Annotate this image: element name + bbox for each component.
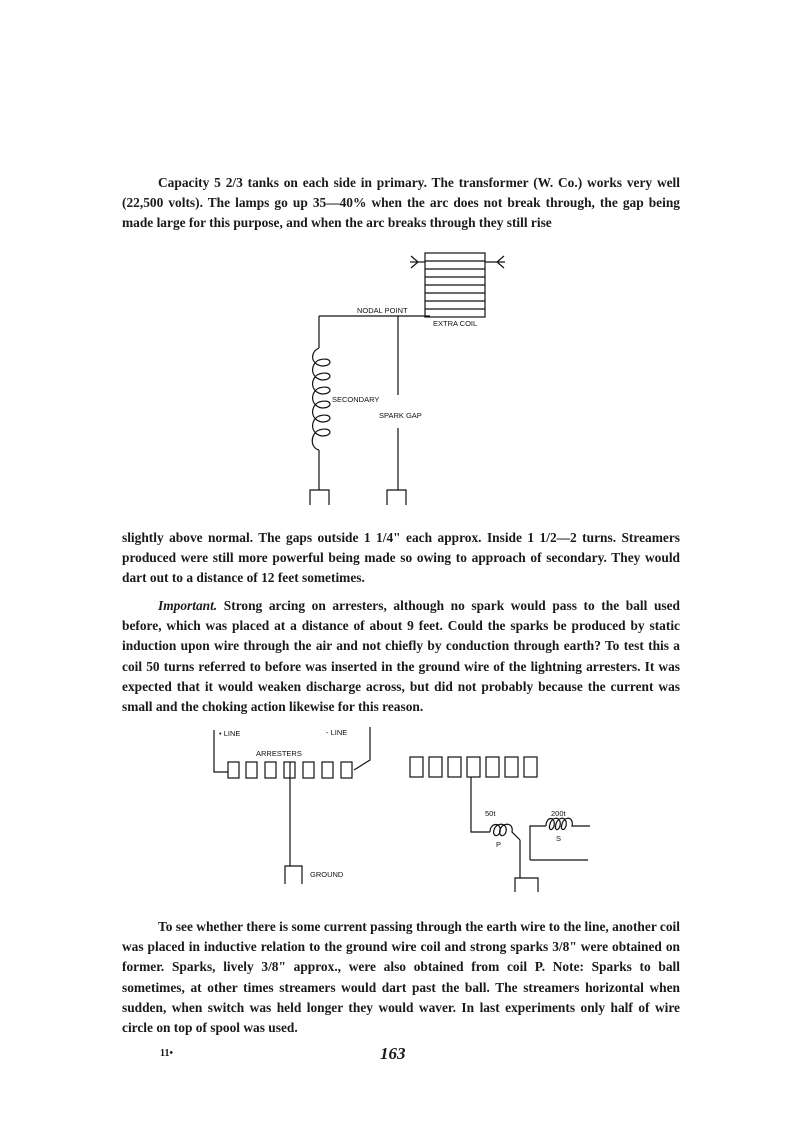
label-coil-s-turns: 200t [551, 809, 566, 818]
page-number: 163 [380, 1044, 406, 1063]
arrester-r3 [448, 757, 461, 777]
paragraph-streamers: slightly above normal. The gaps outside 1 1/4" each approx. Inside 1 1/2—2 turns. Streamers produced were still more powerful being made so owing to approach of secondary. They would dart out to a distance of 12 feet sometimes. [122, 530, 680, 586]
line-wire-right [354, 727, 370, 770]
ground-symbol-right [515, 878, 538, 892]
signature-mark: 11• [160, 1048, 173, 1059]
arrester-r6 [505, 757, 518, 777]
paragraph-earth-wire: To see whether there is some current passing through the earth wire to the line, another coil was placed in inductive relation to the ground wire coil and strong sparks 3/8" were obtained on former. Sparks, lively 3/8" approx., were also obtained from coil P. Note: Sparks to ball sometimes, at other times streamers would dart past the ball. The streamers horizontal when sudden, when switch was held longer they would waver. In last experiments only half of wire circle on top of spool was used. [122, 919, 680, 1036]
label-arresters: ARRESTERS [256, 749, 302, 758]
arrester-r7 [524, 757, 537, 777]
arrester-3 [265, 762, 276, 778]
label-secondary: SECONDARY [332, 395, 380, 404]
arrester-r1 [410, 757, 423, 777]
wire-to-coil-s [530, 826, 546, 860]
wire-to-coil-p [471, 777, 490, 832]
label-extra-coil: EXTRA COIL [433, 319, 478, 328]
paragraph-important-lead: Important. [158, 598, 218, 613]
arrester-group-right [410, 757, 590, 892]
ground-symbol-left [285, 866, 302, 884]
arrester-2 [246, 762, 257, 778]
arrester-6 [322, 762, 333, 778]
label-ground: GROUND [310, 870, 344, 879]
label-line-plus: • LINE [219, 729, 241, 738]
label-nodal-point: NODAL POINT [357, 306, 408, 315]
arrester-r5 [486, 757, 499, 777]
label-spark-gap: SPARK GAP [379, 411, 422, 420]
arrester-r2 [429, 757, 442, 777]
coil-s [546, 818, 590, 829]
arrester-group-left [214, 727, 370, 884]
paragraph-important-body: Strong arcing on arresters, although no spark would pass to the ball used before, which was placed at a distance of about 9 feet. Could the sparks be produced by static induction upon wire through the air and not chiefly by conduction through earth? To test this a coil 50 turns referred to before was inserted in the ground wire of the lightning arresters. It was expected that it would weaken discharge across, but did not probably because the current was small and the choking action likewise for this reason. [122, 598, 680, 715]
arrester-5 [303, 762, 314, 778]
label-coil-p: P [496, 840, 502, 849]
arrester-1 [228, 762, 239, 778]
coil-p [490, 824, 520, 840]
label-coil-p-turns: 50t [485, 809, 496, 818]
label-coil-s: S [556, 834, 562, 843]
arrester-7 [341, 762, 352, 778]
label-line-minus: - LINE [326, 728, 348, 737]
paragraph-capacity: Capacity 5 2/3 tanks on each side in primary. The transformer (W. Co.) works very well (22,500 volts). The lamps go up 35—40% when the arc does not break through, the gap being made large for this purpose, and when the arc breaks through they still rise [122, 175, 680, 231]
arrester-r4 [467, 757, 480, 777]
